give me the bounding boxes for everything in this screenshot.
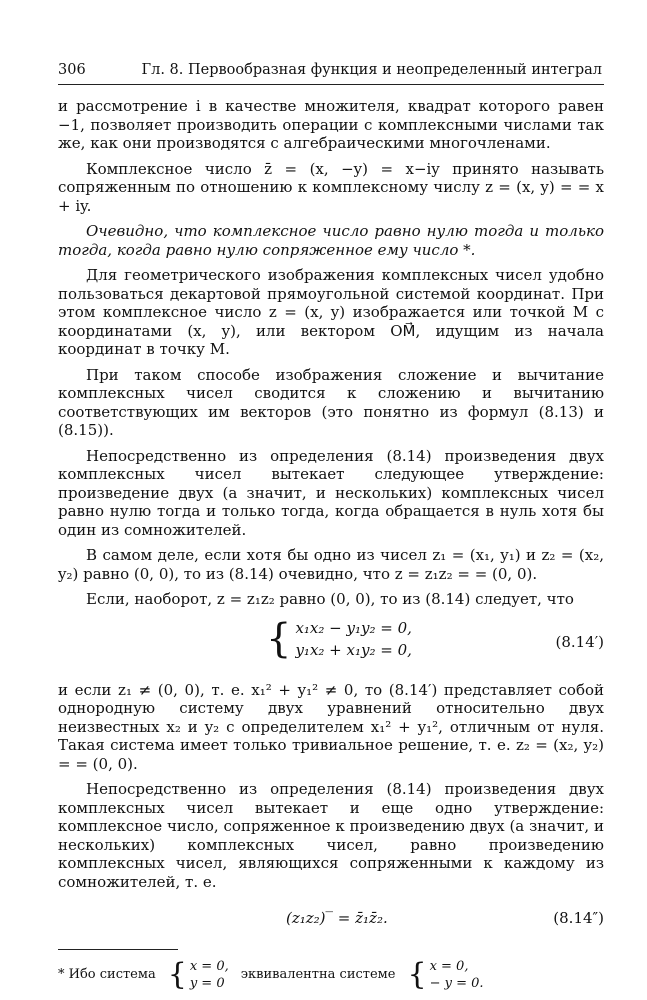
paragraph-8: Если, наоборот, z = z₁z₂ равно (0, 0), то из (8.14) следует, что xyxy=(86,590,574,608)
equation-8-14-double-prime xyxy=(58,905,604,933)
footnote xyxy=(58,958,604,992)
equation-8-14-prime xyxy=(58,617,604,671)
footnote-divider xyxy=(58,949,178,950)
footnote-system-1 xyxy=(168,958,229,992)
equation-system xyxy=(266,617,412,661)
equation-row-1: x₁x₂ − y₁y₂ = 0, xyxy=(295,618,412,637)
paragraph-1: и рассмотрение i в качестве множителя, квадрат которого равен −1, позволяет производить операции с комплексными числами так же, как они производятся с алгебраическими многочленами. xyxy=(58,97,604,152)
footnote-sys2-row2: − y = 0. xyxy=(429,976,484,991)
footnote-sys1-row1: x = 0, xyxy=(189,959,229,974)
footnote-middle: эквивалентна системе xyxy=(240,966,396,982)
footnote-prefix: * Ибо система xyxy=(58,966,156,982)
running-header xyxy=(58,62,604,85)
running-title: Гл. 8. Первообразная функция и неопределенный интеграл xyxy=(141,62,602,78)
paragraph-2: Комплексное число z̄ = (x, −y) = x−iy принято называть сопряженным по отношению к комплексному числу z = (x, y) = = x + iy. xyxy=(58,159,604,215)
paragraph-3: Очевидно, что комплексное число равно нулю тогда и только тогда, когда равно нулю сопряженное ему число *. xyxy=(58,222,604,259)
paragraph-6: Непосредственно из определения (8.14) произведения двух комплексных чисел вытекает следующее утверждение: произведение двух (а значит, и нескольких) комплексных чисел равно нулю тогда и только тогда, когда обращается в нуль хотя бы один из сомножителей. xyxy=(58,446,604,539)
paragraph-7: В самом деле, если хотя бы одно из чисел z₁ = (x₁, y₁) и z₂ = (x₂, y₂) равно (0, 0), то из (8.14) очевидно, что z = z₁z₂ = = (0, 0). xyxy=(58,546,604,583)
footnote-sys2-row1: x = 0, xyxy=(429,959,469,974)
paragraph-10: Непосредственно из определения (8.14) произведения двух комплексных чисел вытекает и еще одно утверждение: комплексное число, сопряженное к произведению двух (а значит, и нескольких) комплексных чисел, равно произведению комплексных чисел, являющихся сопряженными к каждому из сомножителей, т. е. xyxy=(58,780,604,891)
footnote-sys1-row2: y = 0 xyxy=(189,976,225,991)
paragraph-9: и если z₁ ≠ (0, 0), т. е. x₁² + y₁² ≠ 0, то (8.14′) представляет собой однородную систему двух уравнений относительно двух неизвестных x₂ и y₂ с определителем x₁² + y₁², отличным от нуля. Такая система имеет только тривиальное решение, т. е. z₂ = (x₂, y₂) = = (0, 0). xyxy=(58,680,604,773)
paragraph-5: При таком способе изображения сложение и вычитание комплексных чисел сводится к сложению и вычитанию соответствующих им векторов (это понятно из формул (8.13) и (8.15)). xyxy=(58,365,604,439)
left-brace-icon: { xyxy=(167,957,187,992)
page xyxy=(58,62,604,992)
body-text xyxy=(58,97,604,992)
equation-tag-2: (8.14″) xyxy=(553,909,604,927)
paragraph-4: Для геометрического изображения комплексных чисел удобно пользоваться декартовой прямоугольной системой координат. При этом комплексное число z = (x, y) изображается или точкой M с координатами (x, y), или вектором OM⃗, идущим из начала координат в точку M. xyxy=(58,266,604,358)
left-brace-icon: { xyxy=(266,615,292,662)
equation-expression: (z₁z₂)‾ = z̄₁z̄₂. xyxy=(286,909,388,927)
left-brace-icon: { xyxy=(407,957,427,992)
equation-tag: (8.14′) xyxy=(555,632,604,651)
equation-row-2: y₁x₂ + x₁y₂ = 0, xyxy=(295,640,412,659)
page-number: 306 xyxy=(58,62,86,78)
footnote-system-2 xyxy=(407,958,483,992)
